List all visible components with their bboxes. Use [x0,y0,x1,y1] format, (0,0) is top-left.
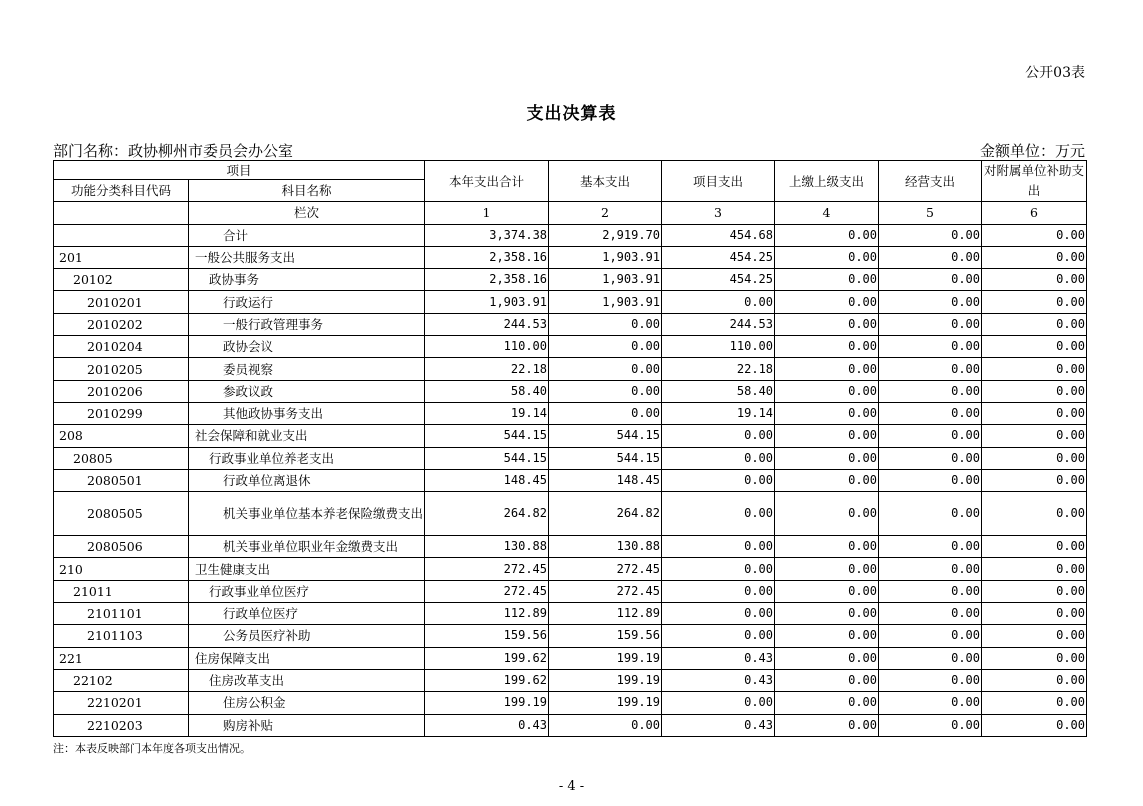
cell-func-code: 20805 [54,447,189,469]
table-header [54,161,1087,225]
cell-upper: 0.00 [775,336,879,358]
cell-total: 3,374.38 [425,224,549,246]
cell-basic: 0.00 [549,380,662,402]
cell-basic: 0.00 [549,714,662,736]
cell-project: 0.00 [662,603,775,625]
cell-project: 454.25 [662,269,775,291]
cell-subject-name: 一般行政管理事务 [189,313,425,335]
cell-project: 19.14 [662,402,775,424]
cell-total: 264.82 [425,492,549,536]
cell-upper: 0.00 [775,714,879,736]
cell-upper: 0.00 [775,246,879,268]
page-number: - 4 - [558,779,585,794]
cell-func-code: 2010205 [54,358,189,380]
cell-subsidy: 0.00 [982,692,1087,714]
table-row [54,291,1087,313]
cell-business: 0.00 [879,625,982,647]
cell-project: 454.68 [662,224,775,246]
cell-func-code: 2080506 [54,536,189,558]
cell-basic: 0.00 [549,313,662,335]
cell-subsidy: 0.00 [982,425,1087,447]
cell-basic: 1,903.91 [549,246,662,268]
cell-basic: 112.89 [549,603,662,625]
table-row [54,692,1087,714]
header-subject-name: 科目名称 [189,180,425,202]
cell-func-code: 221 [54,647,189,669]
cell-project: 22.18 [662,358,775,380]
cell-project: 0.43 [662,669,775,691]
cell-project: 0.00 [662,469,775,491]
cell-subject-name: 参政议政 [189,380,425,402]
cell-upper: 0.00 [775,291,879,313]
cell-func-code: 2010206 [54,380,189,402]
cell-project: 0.00 [662,625,775,647]
header-subsidy: 对附属单位补助支出 [982,161,1087,202]
cell-subject-name: 行政单位离退休 [189,469,425,491]
cell-basic: 199.19 [549,692,662,714]
cell-upper: 0.00 [775,492,879,536]
header-col-num-6: 6 [982,202,1087,224]
table-row [54,558,1087,580]
cell-upper: 0.00 [775,580,879,602]
cell-business: 0.00 [879,714,982,736]
cell-func-code: 21011 [54,580,189,602]
cell-upper: 0.00 [775,380,879,402]
cell-business: 0.00 [879,358,982,380]
cell-business: 0.00 [879,402,982,424]
cell-upper: 0.00 [775,558,879,580]
cell-upper: 0.00 [775,603,879,625]
table-row [54,380,1087,402]
cell-business: 0.00 [879,291,982,313]
cell-total: 19.14 [425,402,549,424]
cell-business: 0.00 [879,313,982,335]
cell-basic: 0.00 [549,336,662,358]
table-row [54,224,1087,246]
cell-basic: 264.82 [549,492,662,536]
table-row [54,358,1087,380]
cell-func-code: 2210203 [54,714,189,736]
table-row [54,246,1087,268]
cell-func-code: 208 [54,425,189,447]
cell-basic: 2,919.70 [549,224,662,246]
cell-total: 148.45 [425,469,549,491]
cell-project: 0.00 [662,536,775,558]
cell-subsidy: 0.00 [982,291,1087,313]
header-col-num-5: 5 [879,202,982,224]
cell-subject-name: 委员视察 [189,358,425,380]
cell-total: 159.56 [425,625,549,647]
cell-project: 0.00 [662,447,775,469]
cell-func-code: 2080501 [54,469,189,491]
cell-subsidy: 0.00 [982,447,1087,469]
header-basic: 基本支出 [549,161,662,202]
cell-project: 454.25 [662,246,775,268]
cell-upper: 0.00 [775,536,879,558]
table-row [54,447,1087,469]
cell-total: 272.45 [425,558,549,580]
cell-basic: 130.88 [549,536,662,558]
cell-func-code: 22102 [54,669,189,691]
cell-basic: 544.15 [549,447,662,469]
cell-subsidy: 0.00 [982,358,1087,380]
cell-basic: 1,903.91 [549,291,662,313]
cell-basic: 159.56 [549,625,662,647]
cell-project: 58.40 [662,380,775,402]
cell-subsidy: 0.00 [982,558,1087,580]
cell-basic: 199.19 [549,669,662,691]
cell-subsidy: 0.00 [982,313,1087,335]
cell-upper: 0.00 [775,269,879,291]
cell-func-code: 2010299 [54,402,189,424]
cell-subject-name: 机关事业单位基本养老保险缴费支出 [189,492,425,536]
table-row [54,269,1087,291]
table-row [54,714,1087,736]
cell-func-code [54,224,189,246]
cell-upper: 0.00 [775,669,879,691]
page-title: 支出决算表 [526,104,617,124]
cell-subject-name: 政协会议 [189,336,425,358]
cell-upper: 0.00 [775,313,879,335]
amount-unit: 金额单位：万元 [979,142,1085,160]
header-col-num-3: 3 [662,202,775,224]
cell-total: 58.40 [425,380,549,402]
cell-upper: 0.00 [775,469,879,491]
table-row [54,469,1087,491]
cell-total: 112.89 [425,603,549,625]
table-row [54,580,1087,602]
cell-total: 199.62 [425,669,549,691]
table-row [54,603,1087,625]
cell-business: 0.00 [879,492,982,536]
cell-basic: 0.00 [549,402,662,424]
cell-business: 0.00 [879,224,982,246]
cell-subject-name: 其他政协事务支出 [189,402,425,424]
cell-upper: 0.00 [775,647,879,669]
cell-subject-name: 一般公共服务支出 [189,246,425,268]
cell-func-code: 2010201 [54,291,189,313]
cell-total: 544.15 [425,425,549,447]
cell-project: 0.00 [662,558,775,580]
cell-total: 1,903.91 [425,291,549,313]
header-col-row-blank [54,202,189,224]
cell-subject-name: 机关事业单位职业年金缴费支出 [189,536,425,558]
cell-business: 0.00 [879,246,982,268]
cell-total: 2,358.16 [425,246,549,268]
cell-upper: 0.00 [775,402,879,424]
header-business: 经营支出 [879,161,982,202]
cell-basic: 0.00 [549,358,662,380]
cell-subject-name: 行政事业单位医疗 [189,580,425,602]
cell-subsidy: 0.00 [982,224,1087,246]
cell-func-code: 2101103 [54,625,189,647]
table-row [54,425,1087,447]
cell-project: 0.00 [662,492,775,536]
cell-business: 0.00 [879,425,982,447]
cell-basic: 1,903.91 [549,269,662,291]
cell-business: 0.00 [879,558,982,580]
cell-project: 110.00 [662,336,775,358]
cell-subsidy: 0.00 [982,647,1087,669]
cell-total: 199.62 [425,647,549,669]
cell-func-code: 2010202 [54,313,189,335]
cell-func-code: 2010204 [54,336,189,358]
cell-func-code: 2101101 [54,603,189,625]
cell-basic: 199.19 [549,647,662,669]
cell-subsidy: 0.00 [982,269,1087,291]
table-row [54,313,1087,335]
cell-business: 0.00 [879,692,982,714]
cell-business: 0.00 [879,669,982,691]
cell-business: 0.00 [879,447,982,469]
cell-subsidy: 0.00 [982,536,1087,558]
cell-subsidy: 0.00 [982,246,1087,268]
cell-basic: 148.45 [549,469,662,491]
cell-project: 0.00 [662,580,775,602]
cell-upper: 0.00 [775,447,879,469]
cell-subsidy: 0.00 [982,492,1087,536]
cell-business: 0.00 [879,469,982,491]
table-row [54,669,1087,691]
cell-upper: 0.00 [775,425,879,447]
cell-subject-name: 住房改革支出 [189,669,425,691]
cell-business: 0.00 [879,536,982,558]
cell-subject-name: 行政单位医疗 [189,603,425,625]
cell-subject-name: 行政运行 [189,291,425,313]
cell-total: 130.88 [425,536,549,558]
table-row [54,402,1087,424]
cell-business: 0.00 [879,269,982,291]
cell-total: 0.43 [425,714,549,736]
cell-subject-name: 卫生健康支出 [189,558,425,580]
cell-project: 0.43 [662,714,775,736]
cell-subsidy: 0.00 [982,625,1087,647]
cell-project: 0.00 [662,692,775,714]
cell-subject-name: 合计 [189,224,425,246]
cell-upper: 0.00 [775,224,879,246]
table-note: 注：本表反映部门本年度各项支出情况。 [53,742,251,755]
header-col-num-4: 4 [775,202,879,224]
table-row [54,625,1087,647]
header-func-code: 功能分类科目代码 [54,180,189,202]
cell-business: 0.00 [879,647,982,669]
department-name: 部门名称：政协柳州市委员会办公室 [53,142,294,160]
cell-project: 0.43 [662,647,775,669]
cell-total: 199.19 [425,692,549,714]
cell-func-code: 201 [54,246,189,268]
cell-business: 0.00 [879,580,982,602]
header-project: 项目支出 [662,161,775,202]
table-row [54,492,1087,536]
cell-basic: 544.15 [549,425,662,447]
expenditure-table [53,160,1087,737]
table-row [54,647,1087,669]
cell-business: 0.00 [879,336,982,358]
cell-project: 0.00 [662,291,775,313]
cell-func-code: 2210201 [54,692,189,714]
cell-upper: 0.00 [775,358,879,380]
header-col-num-1: 1 [425,202,549,224]
form-number: 公开03表 [1025,65,1085,81]
header-total: 本年支出合计 [425,161,549,202]
cell-subsidy: 0.00 [982,402,1087,424]
cell-total: 272.45 [425,580,549,602]
cell-project: 0.00 [662,425,775,447]
cell-subsidy: 0.00 [982,669,1087,691]
cell-subject-name: 购房补贴 [189,714,425,736]
cell-subject-name: 公务员医疗补助 [189,625,425,647]
table-row [54,536,1087,558]
cell-subsidy: 0.00 [982,714,1087,736]
cell-business: 0.00 [879,603,982,625]
table-row [54,336,1087,358]
cell-total: 2,358.16 [425,269,549,291]
cell-subject-name: 住房保障支出 [189,647,425,669]
header-col-row: 栏次 [189,202,425,224]
cell-subsidy: 0.00 [982,380,1087,402]
cell-func-code: 2080505 [54,492,189,536]
cell-func-code: 20102 [54,269,189,291]
cell-subject-name: 住房公积金 [189,692,425,714]
cell-total: 544.15 [425,447,549,469]
cell-upper: 0.00 [775,692,879,714]
cell-subject-name: 政协事务 [189,269,425,291]
cell-basic: 272.45 [549,558,662,580]
cell-func-code: 210 [54,558,189,580]
cell-business: 0.00 [879,380,982,402]
header-col-num-2: 2 [549,202,662,224]
cell-subsidy: 0.00 [982,336,1087,358]
header-item: 项目 [54,161,425,180]
cell-total: 22.18 [425,358,549,380]
table-body [54,224,1087,736]
cell-subject-name: 社会保障和就业支出 [189,425,425,447]
cell-subsidy: 0.00 [982,580,1087,602]
cell-upper: 0.00 [775,625,879,647]
cell-total: 244.53 [425,313,549,335]
cell-subsidy: 0.00 [982,469,1087,491]
cell-subject-name: 行政事业单位养老支出 [189,447,425,469]
cell-basic: 272.45 [549,580,662,602]
cell-total: 110.00 [425,336,549,358]
header-upper: 上缴上级支出 [775,161,879,202]
cell-subsidy: 0.00 [982,603,1087,625]
cell-project: 244.53 [662,313,775,335]
